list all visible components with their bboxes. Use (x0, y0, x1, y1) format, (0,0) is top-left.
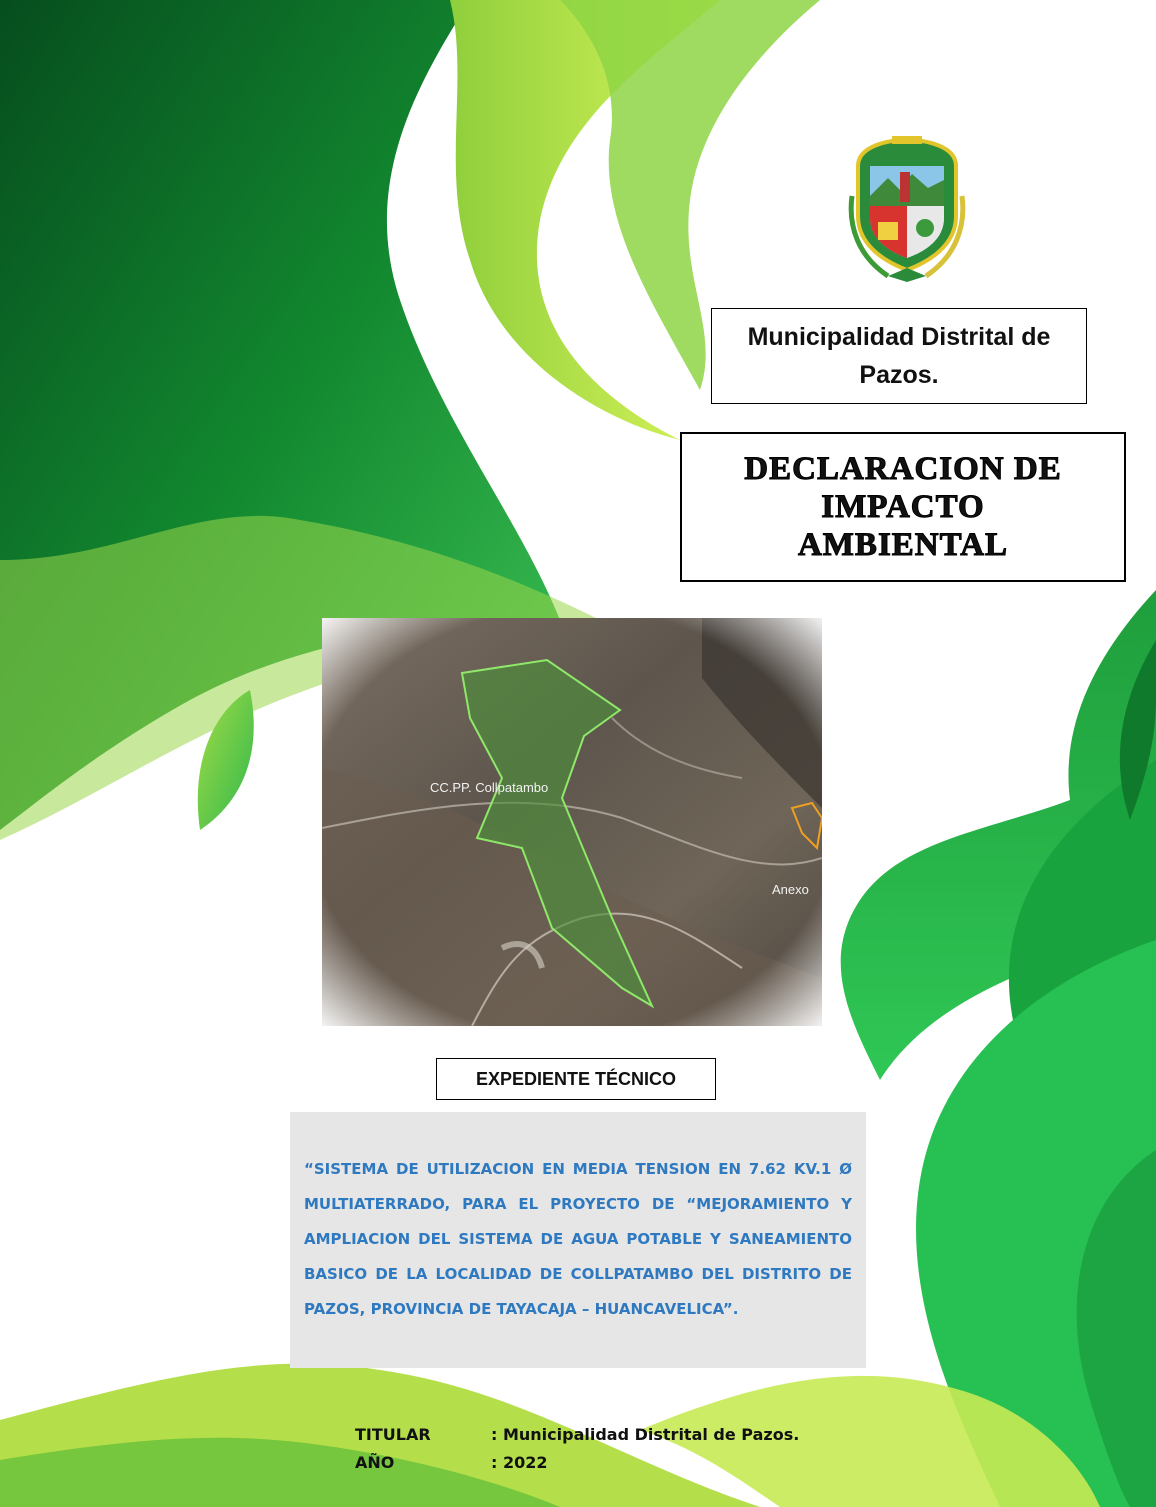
municipality-name-box (711, 308, 1087, 404)
municipality-name: Municipalidad Distrital de Pazos. (747, 323, 1051, 389)
titular-row (355, 1420, 855, 1448)
municipal-crest-logo (848, 136, 966, 284)
expediente-label: EXPEDIENTE TÉCNICO (475, 1068, 677, 1089)
year-row (355, 1448, 855, 1476)
titular-label: TITULAR (355, 1424, 431, 1444)
project-title-panel (290, 1112, 866, 1368)
satellite-map-image (322, 618, 822, 1026)
document-details (355, 1420, 855, 1476)
project-title: “SISTEMA DE UTILIZACION EN MEDIA TENSION EN 7.62 KV.1 Ø MULTIATERRADO, PARA EL PROYECTO DE “MEJORAMIENTO Y AMPLIACION DEL SISTEMA DE AGUA POTABLE Y SANEAMIENTO BASICO DE LA LOCALIDAD DE COLLPATAMBO DEL DISTRITO DE PAZOS, PROVINCIA DE TAYACAJA – HUANCAVELICA”. (304, 1160, 852, 1318)
document-type-box (680, 432, 1126, 582)
titular-value: : Municipalidad Distrital de Pazos. (491, 1424, 800, 1444)
document-type-title: DECLARACION DE IMPACTO AMBIENTAL (744, 451, 1062, 563)
year-value: : 2022 (491, 1452, 548, 1472)
expediente-label-box (436, 1058, 716, 1100)
year-label: AÑO (355, 1452, 395, 1472)
